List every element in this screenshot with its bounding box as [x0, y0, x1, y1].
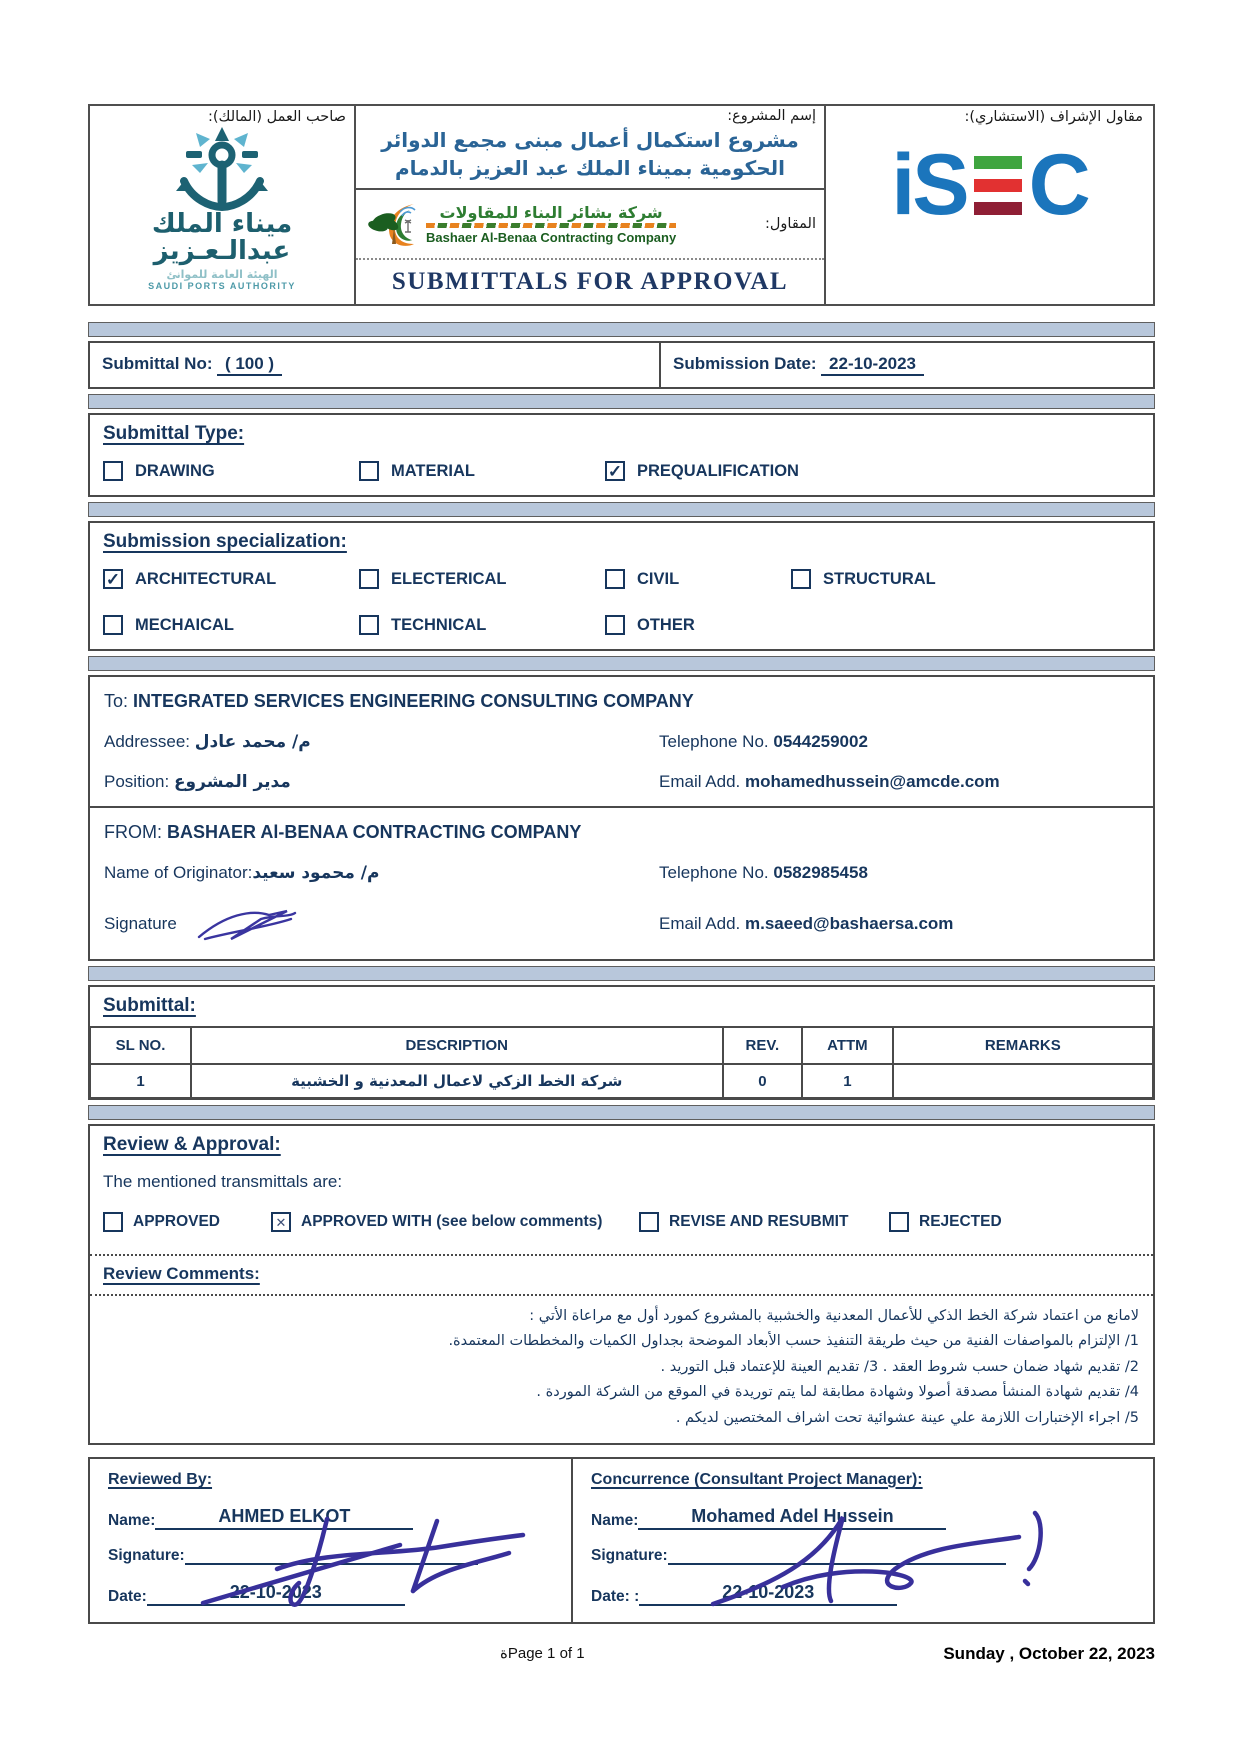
port-logo-line1: ميناء الملك	[151, 209, 293, 239]
from-company: BASHAER Al-BENAA CONTRACTING COMPANY	[167, 822, 582, 842]
reviewed-by-box	[88, 1457, 573, 1624]
approved-with-label: APPROVED WITH (see below comments)	[301, 1213, 603, 1230]
prequalification-checkbox[interactable]: ✓	[605, 461, 625, 481]
from-email-label: Email Add.	[659, 914, 741, 933]
rejected-checkbox[interactable]	[889, 1212, 909, 1232]
isec-bar-red	[974, 179, 1022, 192]
reviewed-signature-row	[108, 1547, 553, 1565]
from-telephone-field	[659, 863, 1139, 883]
submittal-heading: Submittal:	[103, 995, 196, 1016]
position-row	[104, 772, 1139, 792]
drawing-checkbox[interactable]	[103, 461, 123, 481]
to-email-value: mohamedhussein@amcde.com	[745, 772, 1000, 791]
submission-date-label: Submission Date:	[673, 354, 817, 373]
civil-label: CIVIL	[637, 569, 680, 588]
port-logo-line2: عبدالـعـزيز	[153, 236, 291, 267]
concurrence-signature-row	[591, 1547, 1135, 1565]
submittal-type-options	[103, 461, 1140, 481]
concurrence-signature-label: Signature:	[591, 1546, 668, 1564]
concurrence-date-label: Date: :	[591, 1587, 640, 1605]
position-label: Position:	[104, 772, 170, 791]
review-options	[103, 1212, 1140, 1232]
review-intro: The mentioned transmittals are:	[103, 1172, 343, 1191]
isec-bar-green	[974, 156, 1022, 169]
port-authority-logo	[148, 125, 296, 291]
option-technical	[359, 615, 605, 635]
option-architectural	[103, 569, 359, 589]
option-civil	[605, 569, 791, 589]
cell-attm: 1	[802, 1064, 892, 1098]
specialization-section	[88, 521, 1155, 651]
option-drawing	[103, 461, 359, 481]
submittal-type-section	[88, 413, 1155, 497]
isec-letters-is: iS	[891, 137, 967, 233]
concurrence-signature-line	[668, 1562, 1006, 1565]
concurrence-date-row	[591, 1582, 1135, 1606]
cell-remarks	[893, 1064, 1153, 1098]
review-section	[88, 1124, 1155, 1445]
review-comments-heading: Review Comments:	[103, 1264, 260, 1283]
to-telephone-label: Telephone No.	[659, 732, 769, 751]
reviewed-signature-label: Signature:	[108, 1546, 185, 1564]
project-name-block	[356, 106, 824, 190]
section-divider-bar	[88, 656, 1155, 671]
originator-value: م/ محمود سعيد	[252, 863, 380, 883]
reviewed-name-row	[108, 1506, 553, 1530]
reviewed-date-row	[108, 1582, 553, 1606]
drawing-label: DRAWING	[135, 461, 215, 480]
bashaer-logo-text	[426, 203, 676, 245]
col-rev: REV.	[723, 1027, 803, 1064]
option-revise-resubmit	[639, 1212, 889, 1232]
bashaer-stripe	[426, 223, 676, 228]
page-number: ةPage 1 of 1	[500, 1644, 585, 1662]
contractor-label: المقاول:	[764, 216, 816, 232]
anchor-icon	[162, 125, 282, 211]
structural-checkbox[interactable]	[791, 569, 811, 589]
specialization-row1	[103, 569, 1140, 589]
signature-row	[104, 903, 1139, 945]
bashaer-logo-icon	[364, 198, 422, 250]
mechaical-checkbox[interactable]	[103, 615, 123, 635]
owner-label: صاحب العمل (المالك):	[207, 109, 346, 125]
to-company: INTEGRATED SERVICES ENGINEERING CONSULTING COMPANY	[133, 691, 694, 711]
option-prequalification	[605, 461, 1140, 481]
submittal-type-heading: Submittal Type:	[103, 423, 245, 444]
section-divider-bar	[88, 1105, 1155, 1120]
bashaer-english-name: Bashaer Al-Benaa Contracting Company	[426, 230, 677, 245]
review-comments	[90, 1296, 1153, 1443]
option-other	[605, 615, 1140, 635]
specialization-heading: Submission specialization:	[103, 531, 347, 552]
reviewed-date-value: 22-10-2023	[147, 1582, 405, 1606]
option-approved	[103, 1212, 271, 1232]
option-electerical	[359, 569, 605, 589]
bashaer-arabic-name: شركة بشائر البناء للمقاولات	[439, 203, 663, 222]
submission-date-value: 22-10-2023	[821, 354, 924, 376]
from-email-field	[659, 914, 1139, 934]
addressee-label: Addressee:	[104, 732, 190, 751]
material-label: MATERIAL	[391, 461, 476, 480]
concurrence-name-label: Name:	[591, 1511, 639, 1529]
other-checkbox[interactable]	[605, 615, 625, 635]
consultant-label: مقاول الإشراف (الاستشاري):	[964, 109, 1143, 125]
originator-field	[104, 863, 659, 883]
concurrence-heading: Concurrence (Consultant Project Manager):	[591, 1470, 923, 1488]
section-divider-bar	[88, 966, 1155, 981]
reviewed-name-label: Name:	[108, 1511, 156, 1529]
from-email-value: m.saeed@bashaersa.com	[745, 914, 954, 933]
section-divider-bar	[88, 502, 1155, 517]
option-approved-with	[271, 1212, 639, 1232]
submittal-table-section	[88, 985, 1155, 1100]
prequalification-label: PREQUALIFICATION	[637, 461, 799, 480]
submittal-table	[89, 1026, 1154, 1099]
bashaer-logo	[364, 198, 759, 250]
electerical-label: ELECTERICAL	[391, 569, 507, 588]
table-header-row	[90, 1027, 1153, 1064]
reviewed-signature-line	[185, 1562, 478, 1565]
port-logo-line3: الهيئة العامة للموانئ	[166, 267, 278, 281]
option-rejected	[889, 1212, 1140, 1232]
architectural-checkbox[interactable]: ✓	[103, 569, 123, 589]
project-name: مشروع استكمال أعمال مبنى مجمع الدوائر الحكومية بميناء الملك عبد العزيز بالدمام	[381, 128, 799, 180]
cell-sl-no: 1	[90, 1064, 191, 1098]
section-divider-bar	[88, 322, 1155, 337]
civil-checkbox[interactable]	[605, 569, 625, 589]
isec-letter-c: C	[1028, 137, 1088, 233]
addressee-field	[104, 732, 659, 752]
signoff-row	[88, 1457, 1155, 1624]
submittal-info-section	[88, 341, 1155, 389]
addressee-row	[104, 732, 1139, 752]
mechaical-label: MECHAICAL	[135, 615, 234, 634]
to-email-label: Email Add.	[659, 772, 741, 791]
to-from-section	[88, 675, 1155, 961]
technical-label: TECHNICAL	[391, 615, 487, 634]
concurrence-date-value: 22-10-2023	[639, 1582, 897, 1606]
isec-e-bars	[974, 156, 1022, 215]
concurrence-name-value: Mohamed Adel Hussein	[638, 1506, 946, 1530]
originator-signature-label: Signature	[104, 914, 177, 933]
from-telephone-value: 0582985458	[773, 863, 868, 882]
owner-cell	[90, 106, 356, 304]
port-logo-line4: SAUDI PORTS AUTHORITY	[148, 280, 296, 291]
reviewed-by-heading: Reviewed By:	[108, 1470, 213, 1488]
comment-line: 4/ تقديم شهادة المنشأ مصدقة أصولا وشهادة مطابقة لما يتم توريدة في الموقع من الشركة الموردة .	[536, 1384, 1139, 1401]
review-comments-heading-wrap	[90, 1256, 1153, 1294]
comment-line: 2/ تقديم شهاد ضمان حسب شروط العقد . 3/ تقديم العينة للإعتماد قبل التوريد .	[660, 1358, 1139, 1375]
electerical-checkbox[interactable]	[359, 569, 379, 589]
comment-line: 5/ اجراء الإختبارات اللازمة علي عينة عشوائية تحت اشراف المختصين لديكم .	[675, 1409, 1139, 1426]
originator-signature-field	[104, 903, 659, 945]
option-structural	[791, 569, 1140, 589]
review-heading: Review & Approval:	[103, 1134, 281, 1155]
consultant-cell	[826, 106, 1153, 304]
col-description: DESCRIPTION	[191, 1027, 723, 1064]
footer	[88, 1644, 1155, 1670]
approved-with-checkbox[interactable]: ✕	[271, 1212, 291, 1232]
position-value: مدير المشروع	[173, 772, 291, 792]
originator-label: Name of Originator:	[104, 863, 253, 882]
header	[88, 104, 1155, 306]
col-attm: ATTM	[802, 1027, 892, 1064]
reviewed-date-label: Date:	[108, 1587, 147, 1605]
revise-checkbox[interactable]	[639, 1212, 659, 1232]
comment-line: 1/ الإلتزام بالمواصفات الفنية من حيث طريقة التنفيذ حسب الأبعاد الموضحة بجداول الكميات والمخططات المعتمدة.	[448, 1333, 1139, 1350]
specialization-row2	[103, 615, 1140, 635]
from-line	[104, 822, 1139, 843]
comment-line: لامانع من اعتماد شركة الخط الذكي للأعمال المعدنية والخشبية بالمشروع كمورد أول مع مراعاة الأتي :	[529, 1308, 1139, 1324]
architectural-label: ARCHITECTURAL	[135, 569, 277, 588]
submission-date-cell	[661, 343, 1153, 387]
submittal-no-label: Submittal No:	[102, 354, 213, 373]
to-label: To:	[104, 691, 129, 711]
to-telephone-field	[659, 732, 1139, 752]
table-row	[90, 1064, 1153, 1098]
other-label: OTHER	[637, 615, 695, 634]
col-remarks: REMARKS	[893, 1027, 1153, 1064]
project-cell	[356, 106, 826, 304]
to-email-field	[659, 772, 1139, 792]
submittal-no-value: ( 100 )	[217, 354, 282, 376]
submittal-no-cell	[90, 343, 661, 387]
contractor-block	[356, 190, 824, 260]
form-content	[88, 104, 1155, 1670]
rejected-label: REJECTED	[919, 1213, 1002, 1230]
from-block	[90, 806, 1153, 959]
concurrence-name-row	[591, 1506, 1135, 1530]
to-telephone-value: 0544259002	[773, 732, 868, 751]
position-field	[104, 772, 659, 792]
approved-checkbox[interactable]	[103, 1212, 123, 1232]
review-top	[90, 1126, 1153, 1254]
option-mechaical	[103, 615, 359, 635]
addressee-value: م/ محمد عادل	[194, 732, 311, 752]
originator-row	[104, 863, 1139, 883]
section-divider-bar	[88, 394, 1155, 409]
cell-rev: 0	[723, 1064, 803, 1098]
col-sl-no: SL NO.	[90, 1027, 191, 1064]
isec-logo	[836, 137, 1143, 233]
from-telephone-label: Telephone No.	[659, 863, 769, 882]
concurrence-box	[571, 1457, 1155, 1624]
option-material	[359, 461, 605, 481]
technical-checkbox[interactable]	[359, 615, 379, 635]
to-block	[90, 677, 1153, 806]
material-checkbox[interactable]	[359, 461, 379, 481]
form-title: SUBMITTALS FOR APPROVAL	[391, 268, 789, 295]
structural-label: STRUCTURAL	[823, 569, 936, 588]
reviewed-name-value: AHMED ELKOT	[155, 1506, 413, 1530]
originator-signature	[191, 903, 321, 945]
from-label: FROM:	[104, 822, 162, 842]
revise-label: REVISE AND RESUBMIT	[669, 1213, 849, 1230]
cell-description: شركة الخط الزكي لاعمال المعدنية و الخشبية	[191, 1064, 723, 1098]
approved-label: APPROVED	[133, 1213, 220, 1230]
submittal-heading-wrap	[90, 987, 1153, 1026]
footer-date: Sunday , October 22, 2023	[943, 1643, 1155, 1663]
project-name-label: إسم المشروع:	[727, 108, 816, 124]
isec-bar-darkred	[974, 202, 1022, 215]
to-line	[104, 691, 1139, 712]
